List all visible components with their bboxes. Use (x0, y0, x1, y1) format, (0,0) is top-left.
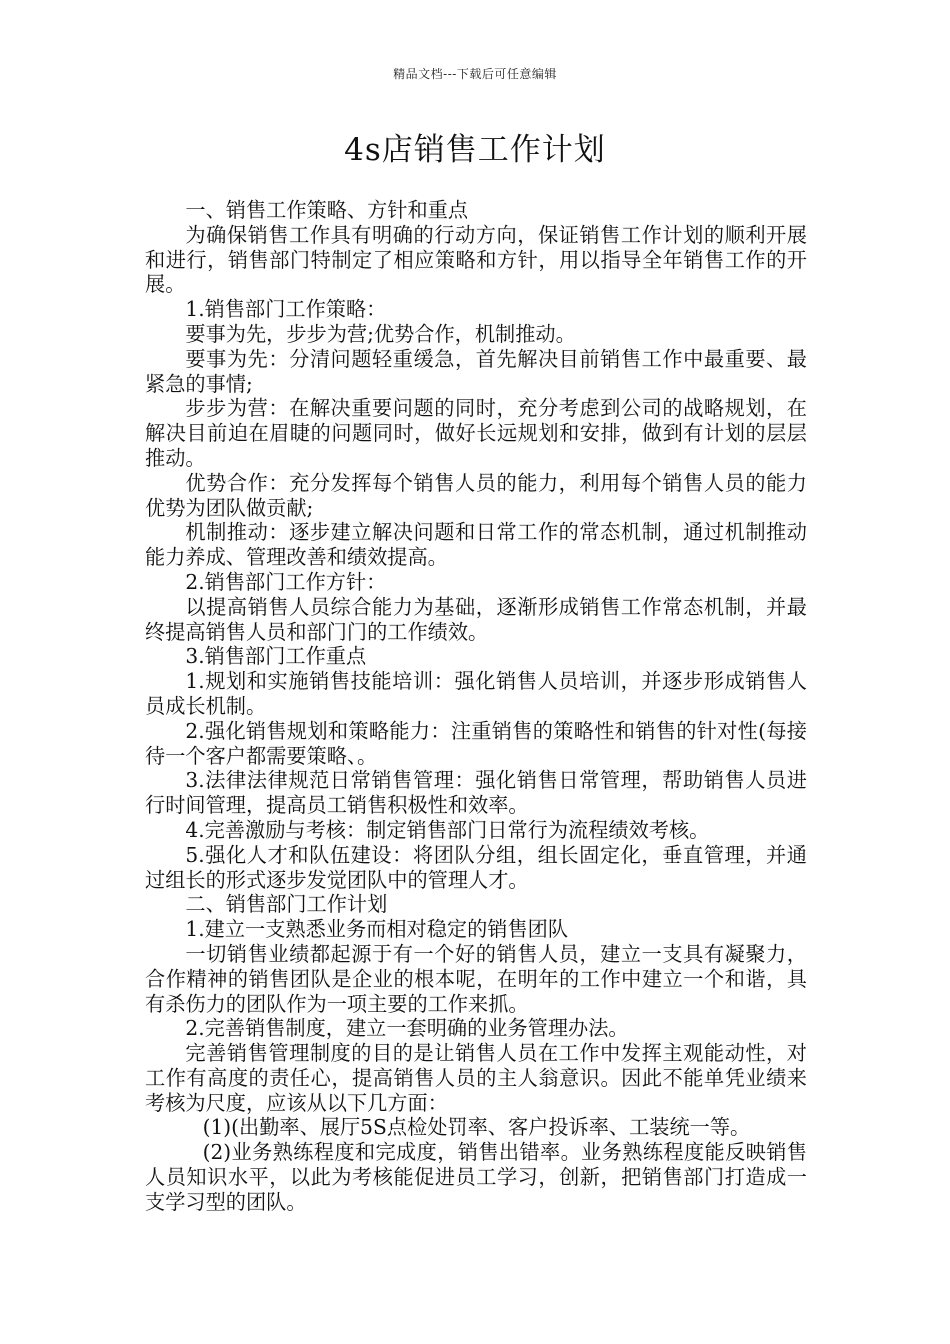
paragraph: 完善销售管理制度的目的是让销售人员在工作中发挥主观能动性，对工作有高度的责任心，提高销售人员的主人翁意识。因此不能单凭业绩来考核为尺度，应该从以下几方面： (145, 1041, 807, 1115)
list-item: 4.完善激励与考核：制定销售部门日常行为流程绩效考核。 (185, 817, 710, 842)
section-heading: 二、销售部门工作计划 (185, 892, 388, 917)
list-item: 5.强化人才和队伍建设：将团队分组，组长固定化，垂直管理，并通过组长的形式逐步发觉团队中的管理人才。 (145, 842, 807, 892)
header-note: 精品文档---下载后可任意编辑 (393, 67, 557, 81)
subsection-heading: 2.完善销售制度，建立一套明确的业务管理办法。 (185, 1016, 629, 1041)
subsection-heading: 1.建立一支熟悉业务而相对稳定的销售团队 (185, 917, 569, 942)
list-item: (2)业务熟练程度和完成度，销售出错率。业务熟练程度能反映销售人员知识水平，以此为考核能促进员工学习，创新，把销售部门打造成一支学习型的团队。 (145, 1140, 807, 1214)
subsection-heading: 3.销售部门工作重点 (185, 644, 367, 669)
paragraph: 以提高销售人员综合能力为基础，逐渐形成销售工作常态机制，并最终提高销售人员和部门门的工作绩效。 (145, 594, 807, 644)
document-title: 4s店销售工作计划 (344, 132, 606, 168)
list-item: 3.法律法律规范日常销售管理：强化销售日常管理，帮助销售人员进行时间管理，提高员工销售积极性和效率。 (145, 768, 807, 818)
section-heading: 一、销售工作策略、方针和重点 (185, 198, 469, 222)
list-item: 2.强化销售规划和策略能力：注重销售的策略性和销售的针对性(每接待一个客户都需要策略、。 (145, 718, 807, 768)
paragraph: 要事为先，步步为营;优势合作，机制推动。 (185, 321, 576, 346)
paragraph: 机制推动：逐步建立解决问题和日常工作的常态机制，通过机制推动能力养成、管理改善和绩效提高。 (145, 520, 807, 570)
document-body (145, 198, 807, 1215)
list-item: (1)(出勤率、展厅5S点检处罚率、客户投诉率、工装统一等。 (202, 1115, 751, 1140)
paragraph: 要事为先：分清问题轻重缓急，首先解决目前销售工作中最重要、最紧急的事情; (145, 346, 807, 396)
paragraph: 为确保销售工作具有明确的行动方向，保证销售工作计划的顺利开展和进行，销售部门特制定了相应策略和方针，用以指导全年销售工作的开展。 (145, 222, 807, 297)
paragraph: 优势合作：充分发挥每个销售人员的能力，利用每个销售人员的能力优势为团队做贡献; (145, 470, 807, 520)
paragraph: 一切销售业绩都起源于有一个好的销售人员，建立一支具有凝聚力，合作精神的销售团队是企业的根本呢，在明年的工作中建立一个和谐，具有杀伤力的团队作为一项主要的工作来抓。 (145, 941, 807, 1016)
list-item: 1.规划和实施销售技能培训：强化销售人员培训，并逐步形成销售人员成长机制。 (145, 669, 807, 718)
subsection-heading: 1.销售部门工作策略： (185, 297, 387, 322)
subsection-heading: 2.销售部门工作方针： (185, 569, 387, 594)
paragraph: 步步为营：在解决重要问题的同时，充分考虑到公司的战略规划，在解决目前迫在眉睫的问题同时，做好长远规划和安排，做到有计划的层层推动。 (145, 396, 807, 470)
